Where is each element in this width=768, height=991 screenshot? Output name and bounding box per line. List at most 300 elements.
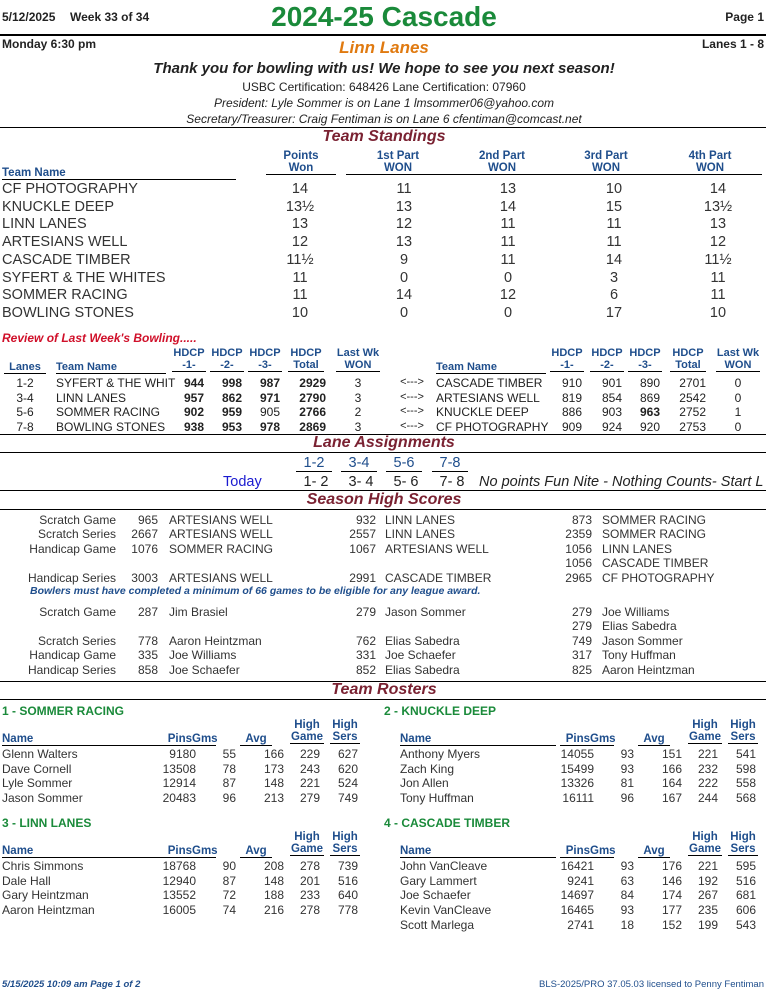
hs-value-1: 1076 — [131, 542, 158, 556]
roster-player-games: 74 — [222, 903, 236, 918]
roster-player-games: 93 — [620, 761, 634, 776]
hs-value-2: 2991 — [349, 571, 376, 585]
standings-p3: 10 — [605, 181, 623, 197]
review-header-total-line2: Total — [288, 359, 324, 372]
review-vs: <---> — [400, 376, 424, 388]
roster-player-high-series: 516 — [337, 873, 358, 888]
roster-player-high-series: 627 — [337, 747, 358, 761]
review-vs: <---> — [400, 405, 424, 418]
hs-value-1: 2667 — [131, 527, 158, 541]
hs-value-1: 858 — [137, 663, 158, 677]
standings-header-part3: 3rd Part WON — [554, 150, 658, 175]
roster-player-high-game: 201 — [299, 873, 320, 888]
standings-p3: 11 — [606, 216, 622, 233]
review-header-opp-g2-line2: -2- — [590, 359, 624, 372]
review-o1: 886 — [561, 405, 582, 420]
roster-team-title: 4 - CASCADE TIMBER — [384, 816, 511, 830]
roster-header-high-series-1: High — [332, 831, 358, 843]
review-o1: 819 — [561, 390, 582, 405]
roster-header-high-game — [688, 719, 722, 744]
roster-player-avg: 216 — [263, 903, 284, 918]
standings-p2: 0 — [503, 269, 513, 286]
roster-player-games: 55 — [222, 747, 236, 761]
certifications: USBC Certification: 648426 Lane Certification: 07960 — [242, 80, 526, 94]
review-team: SOMMER RACING — [56, 405, 161, 420]
rosters-rule-bottom — [0, 699, 766, 700]
review-total: 2790 — [299, 390, 326, 405]
roster-player-games: 63 — [620, 873, 634, 888]
review-header-opp-won-line1: Last Wk — [716, 347, 760, 359]
league-title: 2024-25 Cascade — [271, 1, 497, 32]
standings-team-name: BOWLING STONES — [2, 304, 134, 321]
roster-header-name: Name — [400, 733, 556, 746]
review-header-g3-line2: -3- — [248, 359, 282, 372]
week-label: Week 33 of 34 — [70, 10, 150, 24]
roster-header-avg: Avg — [240, 845, 272, 858]
review-total: 2869 — [299, 419, 326, 434]
roster-player-games: 96 — [222, 791, 236, 806]
review-header-opp-g3-line2: -3- — [628, 359, 662, 372]
hs-value-3: 2359 — [565, 527, 592, 541]
roster-header-high-series-2: Sers — [330, 843, 360, 856]
roster-player-high-series: 778 — [337, 903, 358, 918]
standings-header-team: Team Name — [2, 167, 236, 180]
review-o2: 924 — [601, 419, 622, 434]
roster-player-games: 87 — [222, 873, 236, 888]
hs-value-1: 287 — [137, 605, 158, 619]
hs-value-3: 873 — [571, 513, 592, 527]
roster-player-pins: 16111 — [562, 791, 594, 806]
standings-header-points: Points Won — [266, 150, 336, 175]
roster-header-high-series-2: Sers — [728, 843, 758, 856]
hs-name-2: LINN LANES — [385, 527, 456, 541]
roster-player-high-series: 749 — [337, 791, 358, 806]
roster-player-avg: 176 — [661, 859, 682, 873]
hs-label: Scratch Series — [37, 527, 116, 541]
review-opp-won: 0 — [734, 390, 742, 405]
roster-player-games: 84 — [620, 888, 634, 903]
eligibility-note: Bowlers must have completed a minimum of 66 games to be eligible for any league award. — [30, 585, 481, 597]
review-lanes: 7-8 — [16, 419, 34, 434]
review-ototal: 2753 — [679, 419, 706, 434]
standings-p3: 11 — [606, 234, 622, 251]
standings-p4: 10 — [709, 304, 727, 321]
standings-p1: 14 — [395, 287, 413, 304]
roster-player-avg: 173 — [263, 761, 284, 776]
review-opp-team: KNUCKLE DEEP — [436, 405, 529, 420]
standings-p1: 0 — [399, 304, 409, 321]
roster-header-name: Name — [400, 845, 556, 858]
standings-p3: 3 — [609, 269, 619, 286]
review-header-g2-line1: HDCP — [211, 347, 243, 359]
review-header-total-line1: HDCP — [290, 347, 322, 359]
review-vs: <---> — [400, 419, 424, 432]
review-g2: 959 — [221, 405, 242, 420]
review-opp-won: 1 — [734, 405, 742, 420]
hs-name-1: Aaron Heintzman — [169, 634, 262, 648]
standings-p2: 12 — [499, 287, 517, 304]
roster-player-avg: 213 — [263, 791, 284, 806]
roster-header-pins: Pins — [560, 733, 590, 746]
hs-label: Handicap Series — [27, 663, 116, 677]
roster-player-name: Jon Allen — [400, 776, 449, 791]
hs-name-1: SOMMER RACING — [169, 542, 274, 556]
hs-name-2: Joe Schaefer — [385, 648, 456, 662]
standings-p4: 13½ — [703, 198, 733, 215]
roster-player-high-series: 640 — [337, 888, 358, 903]
roster-header-high-series — [330, 719, 360, 744]
review-g2: 862 — [221, 390, 242, 405]
roster-header-high-game-1: High — [294, 831, 320, 843]
review-header-opp-g3-line1: HDCP — [629, 347, 661, 359]
standings-p2: 11 — [500, 216, 516, 233]
review-team: SYFERT & THE WHIT — [56, 376, 176, 390]
roster-header-high-series-2: Sers — [330, 731, 360, 744]
hs-name-1: Joe Schaefer — [169, 663, 240, 677]
roster-player-high-game: 279 — [299, 791, 320, 806]
review-header-opp-g2-line1: HDCP — [591, 347, 623, 359]
hs-value-3: 1056 — [565, 556, 592, 570]
review-header-g2-line2: -2- — [210, 359, 244, 372]
review-header-opp-won — [716, 347, 760, 372]
review-won: 2 — [354, 405, 362, 420]
roster-player-name: Gary Heintzman — [2, 888, 89, 903]
roster-player-pins: 13326 — [560, 776, 594, 791]
roster-player-high-game: 222 — [697, 776, 718, 791]
roster-header-name: Name — [2, 845, 162, 858]
review-g2: 998 — [221, 376, 242, 390]
roster-header-avg: Avg — [240, 733, 272, 746]
roster-player-pins: 9241 — [567, 873, 594, 888]
standings-p4: 12 — [709, 234, 727, 251]
roster-header-high-game-1: High — [692, 831, 718, 843]
roster-player-avg: 152 — [661, 917, 682, 932]
standings-p3: 6 — [609, 287, 619, 304]
roster-header-gms: Gms — [590, 845, 616, 857]
hs-name-1: ARTESIANS WELL — [169, 513, 273, 527]
standings-p3: 17 — [605, 304, 623, 321]
roster-player-pins: 9180 — [169, 747, 196, 761]
roster-player-pins: 12914 — [162, 776, 196, 791]
roster-player-name: Joe Schaefer — [400, 888, 471, 903]
roster-player-pins: 16465 — [560, 903, 594, 918]
roster-player-high-series: 681 — [735, 888, 756, 903]
review-total: 2929 — [299, 376, 326, 390]
roster-player-pins: 18768 — [162, 859, 196, 873]
assignment-note: No points Fun Nite - Nothing Counts- Start L — [479, 474, 764, 490]
hs-label: Handicap Game — [29, 648, 116, 662]
roster-player-games: 90 — [222, 859, 236, 873]
highscores-title: Season High Scores — [306, 491, 462, 508]
hs-name-2: CASCADE TIMBER — [385, 571, 492, 585]
review-header-opp-g1 — [550, 347, 584, 372]
lane-header: 1-2 — [296, 455, 332, 472]
review-o2: 854 — [601, 390, 622, 405]
review-header-team-line2: Team Name — [56, 361, 166, 374]
roster-player-high-series: 739 — [337, 859, 358, 873]
standings-header-part4: 4th Part WON — [658, 150, 762, 175]
roster-player-high-game: 244 — [697, 791, 718, 806]
hs-value-2: 279 — [355, 605, 376, 619]
standings-row — [0, 252, 768, 269]
roster-player-high-game: 243 — [299, 761, 320, 776]
roster-player-high-series: 568 — [735, 791, 756, 806]
review-team: LINN LANES — [56, 390, 127, 405]
review-header-total — [288, 347, 324, 372]
hs-value-2: 2557 — [349, 527, 376, 541]
standings-team-name: KNUCKLE DEEP — [2, 198, 115, 215]
hs-name-2: LINN LANES — [385, 513, 456, 527]
hs-name-3: Joe Williams — [602, 605, 670, 619]
review-g1: 957 — [183, 390, 204, 405]
roster-header-pins: Pins — [162, 733, 192, 746]
standings-row — [0, 270, 768, 287]
standings-p1: 13 — [395, 234, 413, 251]
hs-value-2: 1067 — [349, 542, 376, 556]
roster-player-pins: 13508 — [162, 761, 196, 776]
lane-header: 7-8 — [432, 455, 468, 472]
standings-team-name: CF PHOTOGRAPHY — [2, 181, 138, 197]
standings-pts: 11 — [292, 287, 308, 304]
hs-label: Scratch Game — [39, 605, 116, 619]
hs-value-3: 2965 — [565, 571, 592, 585]
roster-header-high-series-1: High — [332, 719, 358, 731]
review-total: 2766 — [299, 405, 326, 420]
review-header-g1-line2: -1- — [172, 359, 206, 372]
roster-header-gms: Gms — [192, 845, 218, 857]
hs-name-2: Jason Sommer — [385, 605, 466, 619]
hs-label: Handicap Game — [29, 542, 116, 556]
hs-name-3: Elias Sabedra — [602, 619, 677, 633]
roster-player-games: 78 — [222, 761, 236, 776]
today-pair: 3- 4 — [348, 474, 374, 490]
standings-p4: 11 — [710, 269, 726, 286]
review-team: BOWLING STONES — [56, 419, 166, 434]
roster-header-high-series-1: High — [730, 831, 756, 843]
lane-header: 3-4 — [341, 455, 377, 472]
roster-player-name: Anthony Myers — [400, 747, 481, 761]
hs-value-3: 317 — [571, 648, 592, 662]
review-g3: 971 — [259, 390, 280, 405]
review-header-opp-team-line2: Team Name — [436, 361, 546, 374]
roster-player-name: Dale Hall — [2, 873, 51, 888]
review-lanes: 3-4 — [16, 390, 34, 405]
review-header-g3-line1: HDCP — [249, 347, 281, 359]
review-header-opp-total-line2: Total — [670, 359, 706, 372]
hs-name-2: Elias Sabedra — [385, 663, 460, 677]
review-vs: <---> — [400, 390, 424, 403]
roster-header-gms: Gms — [590, 733, 616, 745]
standings-header-part2: 2nd Part WON — [450, 150, 554, 175]
standings-pts: 11½ — [286, 251, 314, 268]
hs-label: Handicap Series — [27, 571, 116, 585]
hs-name-3: Aaron Heintzman — [602, 663, 695, 677]
review-g1: 902 — [183, 405, 204, 420]
roster-player-avg: 148 — [263, 873, 284, 888]
standings-p4: 11½ — [704, 251, 732, 268]
roster-header-gms: Gms — [192, 733, 218, 745]
footer-license: BLS-2025/PRO 37.05.03 licensed to Penny Fentiman — [539, 979, 764, 990]
roster-player-high-game: 232 — [697, 761, 718, 776]
review-ototal: 2752 — [679, 405, 706, 420]
roster-player-high-series: 598 — [735, 761, 756, 776]
roster-team-title: 2 - KNUCKLE DEEP — [384, 704, 497, 718]
standings-p4: 13 — [709, 216, 727, 233]
assignments-title: Lane Assignments — [313, 434, 455, 451]
standings-team-name: CASCADE TIMBER — [2, 251, 131, 268]
roster-player-high-game: 233 — [299, 888, 320, 903]
standings-p4: 11 — [710, 287, 726, 304]
roster-player-high-game: 278 — [299, 903, 320, 918]
roster-header-high-series — [728, 831, 758, 856]
standings-p4: 14 — [709, 181, 727, 197]
roster-player-name: Zach King — [400, 761, 455, 776]
lane-header: 5-6 — [386, 455, 422, 472]
hs-value-2: 852 — [355, 663, 376, 677]
hs-name-3: SOMMER RACING — [602, 513, 707, 527]
standings-p2: 11 — [500, 251, 516, 268]
roster-player-high-game: 221 — [299, 776, 320, 791]
review-g3: 987 — [259, 376, 280, 390]
review-o1: 909 — [561, 419, 582, 434]
hs-name-2: ARTESIANS WELL — [385, 542, 489, 556]
standings-p1: 13 — [395, 198, 413, 215]
roster-header-high-game-2: Game — [689, 731, 721, 743]
roster-player-avg: 148 — [263, 776, 284, 791]
hs-value-3: 279 — [571, 605, 592, 619]
review-header-lanes — [4, 361, 46, 374]
roster-player-high-game: 278 — [299, 859, 320, 873]
roster-header-high-game — [688, 831, 722, 856]
roster-player-high-series: 558 — [735, 776, 756, 791]
roster-header-pins: Pins — [162, 845, 192, 858]
roster-player-avg: 167 — [661, 791, 682, 806]
roster-player-high-game: 221 — [697, 859, 718, 873]
hs-value-3: 749 — [571, 634, 592, 648]
standings-row — [0, 234, 768, 251]
review-header-opp-team — [436, 361, 546, 374]
review-header-opp-g1-line1: HDCP — [551, 347, 583, 359]
roster-player-name: Aaron Heintzman — [2, 903, 95, 918]
roster-player-pins: 20483 — [162, 791, 196, 806]
review-header-g3 — [248, 347, 282, 372]
hs-name-3: Tony Huffman — [602, 648, 676, 662]
president-line: President: Lyle Sommer is on Lane 1 lmsommer06@yahoo.com — [213, 96, 555, 110]
roster-player-high-series: 541 — [735, 747, 756, 761]
review-o3: 920 — [639, 419, 660, 434]
hs-value-3: 279 — [571, 619, 592, 633]
standings-p2: 11 — [500, 234, 516, 251]
hs-value-3: 1056 — [565, 542, 592, 556]
review-header-g1-line1: HDCP — [173, 347, 205, 359]
review-lanes: 5-6 — [16, 405, 34, 420]
hs-name-1: ARTESIANS WELL — [169, 571, 273, 585]
roster-player-name: Tony Huffman — [400, 791, 474, 806]
review-opp-won: 0 — [734, 376, 742, 390]
review-header-g1 — [172, 347, 206, 372]
review-header-opp-g1-line2: -1- — [550, 359, 584, 372]
roster-player-pins: 16421 — [560, 859, 594, 873]
standings-p1: 0 — [399, 269, 409, 286]
report-date: 5/12/2025 — [2, 10, 56, 24]
header-rule — [0, 34, 766, 36]
roster-player-high-game: 229 — [299, 747, 320, 761]
roster-header-avg: Avg — [638, 733, 670, 746]
review-g2: 953 — [221, 419, 242, 434]
roster-player-pins: 12940 — [162, 873, 196, 888]
review-header-won-line2: WON — [336, 359, 380, 372]
roster-player-games: 87 — [222, 776, 236, 791]
review-opp-team: CASCADE TIMBER — [436, 376, 543, 390]
today-pair: 1- 2 — [303, 474, 329, 490]
review-g3: 978 — [259, 419, 280, 434]
lanes-range: Lanes 1 - 8 — [701, 37, 764, 51]
roster-player-games: 93 — [620, 903, 634, 918]
standings-row — [0, 287, 768, 304]
review-o2: 903 — [601, 405, 622, 420]
review-won: 3 — [354, 390, 362, 405]
hs-name-3: Jason Sommer — [602, 634, 683, 648]
review-o3: 890 — [639, 376, 660, 390]
roster-header-high-game — [290, 831, 324, 856]
today-pair: 5- 6 — [393, 474, 419, 490]
roster-header-avg: Avg — [638, 845, 670, 858]
hs-value-2: 932 — [355, 513, 376, 527]
roster-header-high-series — [728, 719, 758, 744]
roster-player-high-game: 267 — [697, 888, 718, 903]
standings-row — [0, 216, 768, 233]
roster-player-high-series: 606 — [735, 903, 756, 918]
review-o1: 910 — [561, 376, 582, 390]
roster-header-pins: Pins — [560, 845, 590, 858]
review-header-opp-total — [670, 347, 706, 372]
review-opp-won: 0 — [734, 419, 742, 434]
roster-header-high-game — [290, 719, 324, 744]
hs-value-1: 965 — [137, 513, 158, 527]
review-o2: 901 — [601, 376, 622, 390]
hs-name-1: ARTESIANS WELL — [169, 527, 273, 541]
hs-value-1: 335 — [137, 648, 158, 662]
roster-player-avg: 208 — [263, 859, 284, 873]
roster-player-games: 72 — [222, 888, 236, 903]
roster-team-title: 3 - LINN LANES — [2, 816, 92, 830]
review-header-opp-g2 — [590, 347, 624, 372]
roster-header-high-series-1: High — [730, 719, 756, 731]
standings-p1: 11 — [396, 181, 412, 197]
hs-name-3: CASCADE TIMBER — [602, 556, 709, 570]
roster-player-name: Chris Simmons — [2, 859, 84, 873]
standings-pts: 11 — [292, 269, 308, 286]
standings-p2: 14 — [499, 198, 517, 215]
hs-value-3: 825 — [571, 663, 592, 677]
standings-title: Team Standings — [322, 128, 446, 145]
roster-player-high-series: 543 — [735, 917, 756, 932]
roster-player-pins: 16005 — [162, 903, 196, 918]
standings-pts: 12 — [291, 234, 309, 251]
review-title: Review of Last Week's Bowling..... — [2, 331, 197, 345]
standings-row — [0, 181, 768, 198]
roster-player-name: John VanCleave — [400, 859, 488, 873]
highscores-rule-bottom — [0, 509, 766, 510]
roster-player-avg: 188 — [263, 888, 284, 903]
roster-header-name: Name — [2, 733, 162, 746]
roster-player-games: 93 — [620, 859, 634, 873]
review-lanes: 1-2 — [16, 376, 34, 390]
roster-player-high-game: 199 — [697, 917, 718, 932]
roster-header-high-game-2: Game — [291, 731, 323, 743]
thank-you-message: Thank you for bowling with us! We hope to see you next season! — [153, 60, 615, 77]
standings-header-part1: 1st Part WON — [346, 150, 450, 175]
